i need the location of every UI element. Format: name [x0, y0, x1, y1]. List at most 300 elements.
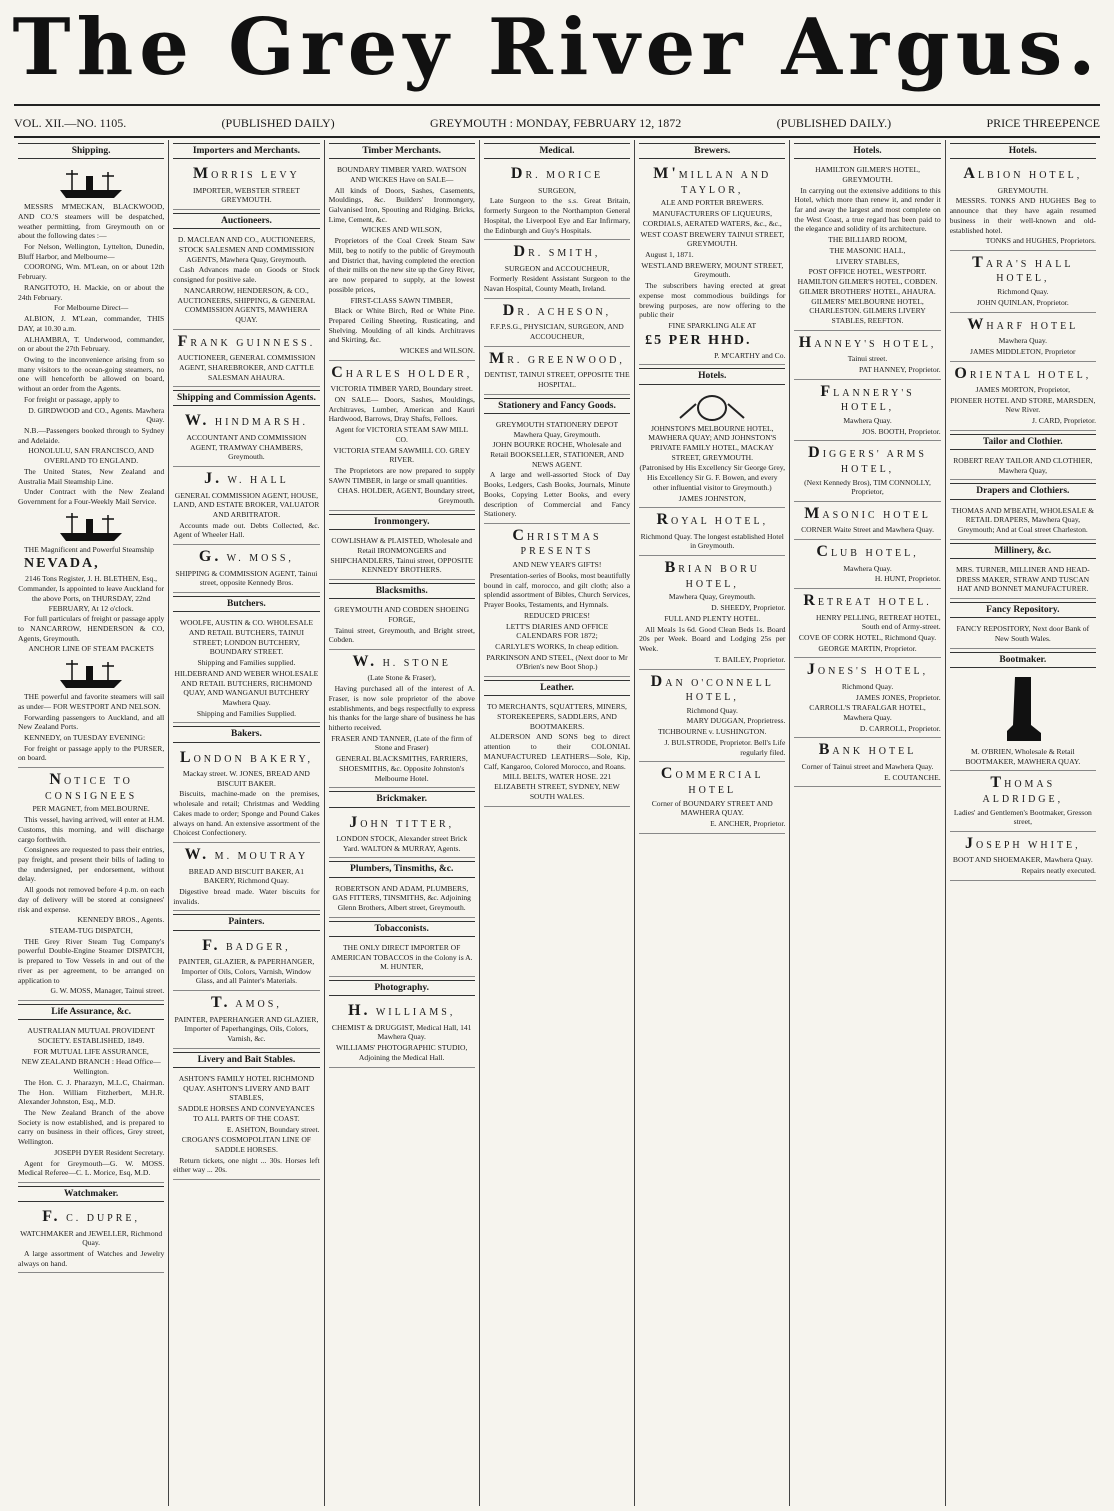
ad-text: Tainui street, Greymouth, and Bright street, Cobden. [328, 625, 475, 645]
column-1 [14, 140, 169, 1506]
ad-text: Richmond Quay. [997, 287, 1049, 297]
advertisement [950, 503, 1096, 540]
ad-text: A large and well-assorted Stock of Day Books, Ledgers, Cash Books, Journals, Minute Books, Copying Letter Books, and every description of Commercial and Fancy Stationery. [483, 470, 631, 519]
ad-text: ON SALE— Doors, Sashes, Mouldings, Architraves, Lumber, American and Kauri Hardwood, Barrows, Dray Shafts, Felloes. [328, 395, 475, 424]
ad-text: Agent for VICTORIA STEAM SAW MILL CO. [335, 425, 469, 444]
ad-text: (Patronised by His Excellency Sir George Grey, His Excellency Sir G. F. Bowen, and every other influential visitor to Greymouth.) [639, 463, 786, 492]
ad-text: Ladies' and Gentlemen's Bootmaker, Gresson street, [953, 807, 1092, 827]
advertisement [173, 330, 319, 388]
ad-text: The New Zealand Branch of the above Society is now established, and is prepared to carry on business in their offices, Grey street, Wellington. [18, 1107, 165, 1147]
ad-text: GENERAL COMMISSION AGENT, HOUSE, LAND, AND ESTATE BROKER, VALUATOR AND ARBITRATOR. [173, 490, 320, 519]
advertiser-name: FRANK GUINNESS. [177, 332, 316, 350]
ad-text: Consignees are requested to pass their entries, pay freight, and present their bills of lading to the undersigned, per endorsement, without delay. [18, 845, 165, 884]
ad-text: THE BILLIARD ROOM, [828, 235, 907, 245]
ad-text: BREAD AND BISCUIT BAKER, A1 BAKERY, Richmond Quay. [188, 866, 305, 886]
ad-text: Forwarding passengers to Auckland, and all New Zealand Ports. [18, 712, 165, 732]
advertisement [950, 621, 1096, 648]
ad-text: ROBERT REAY TAILOR AND CLOTHIER, Mawhera Quay, [953, 456, 1093, 475]
section-heading: Medical. [484, 143, 630, 159]
advertisement [173, 467, 319, 545]
masthead-rule [14, 104, 1100, 106]
ad-text: JOHN QUINLAN, Proprietor. [976, 297, 1069, 307]
advertisement [794, 502, 940, 540]
ad-text: (Next Kennedy Bros), TIM CONNOLLY, Proprietor, [804, 477, 931, 497]
ad-text: JOHNSTON'S MELBOURNE HOTEL, MAWHERA QUAY; AND JOHNSTON'S PRIVATE FAMILY HOTEL, MACKAY STREET, GREYMOUTH. [648, 423, 777, 462]
signature-line: CHAS. HOLDER, AGENT, Boundary street, Greymouth. [337, 486, 475, 506]
ad-text: BOUNDARY TIMBER YARD. WATSON AND WICKES Have on SALE— [336, 165, 467, 184]
advertisement [484, 299, 630, 347]
section-heading: Hotels. [950, 143, 1096, 159]
advertisement [173, 409, 319, 467]
advertisement [794, 380, 940, 442]
ad-text: For freight or passage apply to the PURSER, on board. [18, 743, 165, 763]
signature-line: D. GIRDWOOD and CO., Agents. Mawhera Quay. [28, 405, 165, 425]
advertiser-name: W. H. STONE [352, 652, 451, 670]
section-heading: Tobacconists. [329, 921, 475, 937]
advertisement [794, 658, 940, 738]
ad-text: WICKES AND WILSON, [361, 225, 442, 235]
advertisement [329, 811, 475, 859]
advertiser-name: ORIENTAL HOTEL, [954, 364, 1092, 382]
ad-text: WESTLAND BREWERY, MOUNT STREET, Greymouth. [641, 260, 784, 280]
ad-text: Corner of BOUNDARY STREET AND MAWHERA QUAY. [651, 798, 773, 818]
section-heading: Photography. [329, 980, 475, 996]
royal-crest-illustration [672, 392, 752, 422]
advertisement [794, 331, 940, 380]
ad-text: CROGAN'S COSMOPOLITAN LINE OF SADDLE HORSES. [181, 1135, 312, 1154]
steamship-illustration [56, 166, 126, 200]
ad-text: THE Grey River Steam Tug Company's powerful Double-Engine Steamer DISPATCH, is prepared to Tow Vessels in and out of the river as per agreement, to be arranged on application to [18, 936, 165, 985]
section-heading: Importers and Merchants. [173, 143, 319, 159]
advertisement [484, 417, 630, 524]
ad-text: FRASER AND TANNER, (Late of the firm of Stone and Fraser) [331, 733, 473, 753]
ad-text: MILL BELTS, WATER HOSE. 221 ELIZABETH STREET, SYDNEY, NEW SOUTH WALES. [494, 772, 620, 801]
advertisement [329, 361, 475, 511]
ad-text: GREYMOUTH. [997, 185, 1049, 195]
advertiser-name: CHARLES HOLDER, [331, 363, 473, 381]
section-heading: Millinery, &c. [950, 543, 1096, 559]
ad-text: FINE SPARKLING ALE AT [668, 321, 757, 331]
ad-text: SURGEON and ACCOUCHEUR, [504, 263, 610, 273]
ad-text: PIONEER HOTEL AND STORE, MARSDEN, New River. [950, 395, 1096, 415]
section-heading: Blacksmiths. [329, 583, 475, 599]
ad-text: (Late Stone & Fraser), [367, 673, 436, 683]
advertiser-name: W. HINDMARSH. [184, 412, 308, 430]
steamship-illustration [56, 656, 126, 690]
ad-text: STEAM-TUG DISPATCH, [49, 926, 133, 936]
ad-text: BOOT AND SHOEMAKER, Mawhera Quay. [952, 855, 1093, 865]
ad-text: Tainui street. [847, 354, 888, 364]
signature-line: E. ASHTON, Boundary street. [226, 1124, 320, 1134]
advertiser-name: JOHN TITTER, [349, 813, 455, 831]
section-heading: Painters. [173, 914, 319, 930]
signature-line: G. W. MOSS, Manager, Tainui street. [50, 986, 165, 996]
ad-text: GEORGE MARTIN, Proprietor. [818, 643, 917, 653]
ad-text: The Hon. C. J. Pharazyn, M.L.C, Chairman. The Hon. William Fitzherbert, M.H.R. Alexander Johnston, Esq., M.D. [18, 1077, 165, 1107]
ad-text: ROBERTSON AND ADAM, PLUMBERS, GAS FITTERS, TINSMITHS, &c. Adjoining Glenn Brothers, Albert street, Greymouth. [332, 883, 471, 912]
column-6 [790, 140, 945, 1506]
columns [14, 140, 1100, 1506]
ad-text: All Meals 1s 6d. Good Clean Beds 1s. Board 20s per Week. Board and Lodging 25s per Week. [639, 624, 786, 654]
ad-text: Richmond Quay. The longest established Hotel in Greymouth. [640, 531, 784, 551]
advertiser-name: F. C. DUPRE, [42, 1208, 141, 1226]
advertisement [173, 934, 319, 992]
advertiser-name: CHRISTMAS PRESENTS [512, 527, 602, 558]
signature-line: WICKES and WILSON. [399, 346, 475, 356]
advertiser-name: T. AMOS, [211, 994, 282, 1012]
ad-text: HAMILTON GILMER'S HOTEL, GREYMOUTH. [815, 165, 921, 184]
ad-text: Agent for Greymouth—G. W. MOSS. Medical Referee—C. L. Morice, Esq, M.D. [18, 1158, 165, 1178]
ad-text: JAMES JOHNSTON, [678, 493, 746, 503]
ad-text: N.B.—Passengers booked through to Sydney and Adelaide. [18, 425, 165, 445]
section-heading: Leather. [484, 680, 630, 696]
ad-text: Shipping and Families supplied. [197, 658, 296, 668]
display-line: £5 PER HHD. [645, 332, 752, 348]
section-heading: Hotels. [794, 143, 940, 159]
advertisement [950, 562, 1096, 599]
advertisement [18, 768, 164, 1001]
ad-text: Richmond Quay. [686, 705, 738, 715]
advertisement [484, 347, 630, 395]
ad-text: CARLYLE'S WORKS, In cheap edition. [495, 642, 619, 652]
ad-text: JAMES MORTON, Proprietor, [975, 385, 1071, 395]
signature-line: E. COUTANCHE. [884, 772, 941, 782]
ad-text: PER MAGNET, from MELBOURNE. [32, 804, 150, 814]
section-heading: Plumbers, Tinsmiths, &c. [329, 861, 475, 877]
ad-text: JOHN BOURKE ROCHE, Wholesale and Retail BOOKSELLER, STATIONER, AND NEWS AGENT. [490, 440, 624, 469]
advertiser-name: FLANNERY'S HOTEL, [820, 382, 915, 414]
section-heading: Watchmaker. [18, 1186, 164, 1202]
column-7 [946, 140, 1100, 1506]
advertiser-name: M'MILLAN AND TAYLOR, [653, 165, 772, 196]
section-heading: Shipping. [18, 143, 164, 159]
section-heading: Ironmongery. [329, 514, 475, 530]
section-heading: Brickmaker. [329, 791, 475, 807]
advertisement [639, 388, 785, 509]
section-heading: Auctioneers. [173, 213, 319, 229]
ad-text: Mawhera Quay. [843, 563, 892, 573]
ad-text: The subscribers having erected at great expense most commodious buildings for brewing purposes, are now offering to the public their [639, 281, 786, 320]
advertiser-name: MASONIC HOTEL [804, 504, 931, 522]
ad-text: SHIPPING & COMMISSION AGENT, Tainui street, opposite Kennedy Bros. [175, 568, 318, 588]
section-heading: Drapers and Clothiers. [950, 483, 1096, 499]
ad-text: ALE AND PORTER BREWERS. [660, 198, 764, 208]
ad-text: IMPORTER, WEBSTER STREET GREYMOUTH. [193, 185, 300, 205]
ad-text: CORNER Waite Street and Mawhera Quay. [801, 525, 934, 535]
section-heading: Tailor and Clothier. [950, 434, 1096, 450]
ad-text: August 1, 1871. [645, 250, 694, 260]
column-2 [169, 140, 324, 1506]
dateline-rule [14, 136, 1100, 138]
boot-illustration [1003, 675, 1043, 745]
advertisement [639, 508, 785, 556]
ad-text: Cash Advances made on Goods or Stock consigned for positive sale. [173, 265, 320, 285]
ad-text: Shipping and Families Supplied. [196, 708, 296, 718]
ad-text: POST OFFICE HOTEL, WESTPORT. HAMILTON GILMER'S HOTEL, COBDEN. GILMER BROTHERS' HOTEL, AHAURA. GILMERS' MELBOURNE HOTEL, CHARLESTON. GILMERS LIVERY STABLES, REEFTON. [797, 267, 938, 325]
ad-text: THE powerful and favorite steamers will sail as under— FOR WESTPORT AND NELSON. [18, 692, 165, 711]
advertiser-name: F. BADGER, [202, 936, 291, 954]
ad-text: For freight or passage, apply to [24, 394, 119, 404]
section-heading: Timber Merchants. [329, 143, 475, 159]
ad-text: THE ONLY DIRECT IMPORTER OF AMERICAN TOBACCOS in the Colony is A. M. HUNTER, [330, 942, 473, 972]
signature-line: D. SHEEDY, Proprietor. [711, 603, 786, 613]
ad-text: RANGITOTO, H. Mackie, on or about the 24th February. [18, 282, 165, 302]
ad-text: MESSRS. TONKS AND HUGHES Beg to announce that they have again resumed business in their well-known and old-established hotel. [949, 196, 1096, 235]
advertisement [639, 762, 785, 833]
ad-text: ALBION, J. M'Lean, commander, THIS DAY, at 10.30 a.m. [18, 314, 165, 333]
advertisement [329, 602, 475, 650]
ad-text: Owing to the inconvenience arising from so many visitors to the ocean-going steamers, no one will henceforth be allowed on board, without an order from the Agents. [18, 354, 165, 394]
advertisement [484, 699, 630, 806]
advertisement [639, 556, 785, 669]
ad-text: REDUCED PRICES! [523, 610, 590, 620]
advertiser-name: ALBION HOTEL, [963, 165, 1083, 183]
ad-text: Black or White Birch, Red or White Pine. Prepared Ceiling Sheeting, Rusticating, and Shelving. Moulding of all kinds. Architraves and Skirting, &c. [328, 306, 475, 345]
advertisement [950, 832, 1096, 881]
ad-text: GREYMOUTH AND COBDEN SHOEING FORGE, [334, 605, 470, 624]
column-5 [635, 140, 790, 1506]
signature-line: J. CARD, Proprietor. [1032, 416, 1096, 426]
advertisement [173, 615, 319, 723]
ad-text: Late Surgeon to the s.s. Great Britain, formerly Surgeon to the Northampton General Hospital, the Liverpool Eye and Ear Infirmary, the Edinburgh and Guy's Hospitals. [483, 196, 631, 235]
advertisement [329, 533, 475, 580]
ad-text: WOOLFE, AUSTIN & CO. WHOLESALE AND RETAIL BUTCHERS, TAINUI STREET; LONDON BUTCHERY, BOUNDARY STREET. [179, 618, 313, 657]
advertiser-name: DR. MORICE [510, 165, 604, 183]
ad-text: For full particulars of freight or passage apply to NANCARROW, HENDERSON & CO, Agents, Greymouth. [18, 614, 165, 643]
column-4 [480, 140, 635, 1506]
advertiser-name: LONDON BAKERY, [179, 748, 313, 766]
ad-text: COORONG, Wm. M'Lean, on or about 12th February. [18, 262, 165, 282]
steamship-illustration [56, 509, 126, 543]
signature-line: JOSEPH DYER Resident Secretary. [54, 1147, 165, 1157]
ad-text: F.F.P.S.G., PHYSICIAN, SURGEON, AND ACCOUCHEUR, [490, 322, 624, 342]
masthead-title: The Grey River Argus. [12, 2, 1102, 93]
section-heading: Livery and Bait Stables. [173, 1052, 319, 1068]
ad-text: This vessel, having arrived, will enter at H.M. Customs, this morning, and will discharge cargo forthwith. [18, 815, 165, 844]
advertiser-name: BANK HOTEL [818, 741, 917, 759]
signature-line: P. M'CARTHY and Co. [714, 350, 786, 360]
signature-line: Repairs neatly executed. [1021, 866, 1096, 876]
section-heading: Bakers. [173, 726, 319, 742]
ad-text: ASHTON'S FAMILY HOTEL RICHMOND QUAY. ASHTON'S LIVERY AND BAIT STABLES, [178, 1073, 315, 1103]
advertiser-name: HANNEY'S HOTEL, [798, 333, 937, 351]
advertiser-name: H. WILLIAMS, [348, 1002, 456, 1020]
display-line: NEVADA, [24, 556, 100, 572]
ad-text: Digestive bread made. Water biscuits for invalids. [173, 886, 320, 906]
advertiser-name: JONES'S HOTEL, [806, 661, 929, 679]
signature-line: PAT HANNEY, Proprietor. [858, 364, 941, 374]
volume-number: VOL. XII.—NO. 1105. [14, 115, 127, 130]
advertiser-name: RETREAT HOTEL. [803, 592, 932, 610]
section-heading: Fancy Repository. [950, 602, 1096, 618]
ad-text: All kinds of Doors, Sashes, Casements, Mouldings, &c. Builders' Ironmongery, Galvanised Iron, Spouting and Ridging. Bricks, Lime, Cement, &c. [328, 185, 475, 224]
ad-text: Mackay street. W. JONES, BREAD AND BISCUIT BAKER. [182, 769, 310, 788]
ad-text: SURGEON, [538, 185, 576, 195]
section-heading: Butchers. [173, 596, 319, 612]
ad-text: DENTIST, TAINUI STREET, OPPOSITE THE HOSPITAL. [484, 370, 630, 389]
signature-line: J. BULSTRODE, Proprietor. Bell's Life regularly filed. [664, 737, 786, 757]
advertisement [950, 671, 1096, 771]
signature-line: JOS. BOOTH, Proprietor. [862, 426, 941, 436]
advertisement [950, 453, 1096, 480]
advertisement [484, 240, 630, 299]
ad-text: PAINTER, PAPERHANGER AND GLAZIER, Importer of Paperhangings, Oils, Colors, Varnish, &c. [174, 1014, 319, 1044]
advertisement [329, 162, 475, 361]
advertisement [173, 843, 319, 911]
ad-text: VICTORIA TIMBER YARD, Boundary street. [330, 384, 473, 394]
ad-text: MESSRS M'MECKAN, BLACKWOOD, AND CO.'S steamers will be despatched, weather permitting, from Greymouth on or about the following dates :— [18, 202, 165, 241]
ad-text: ANCHOR LINE OF STEAM PACKETS [28, 644, 154, 654]
advertisement [794, 441, 940, 502]
advertisement [950, 362, 1096, 431]
ad-text: PARKINSON AND STEEL, (Next door to Mr O'Brien's new Boot Shop.) [486, 652, 628, 672]
signature-line: D. CARROLL, Proprietor. [859, 723, 941, 733]
ad-text: VICTORIA STEAM SAWMILL CO. GREY RIVER. [333, 445, 471, 465]
ad-text: THE MASONIC HALL, [829, 245, 906, 255]
section-heading: Life Assurance, &c. [18, 1004, 164, 1020]
ad-text: Biscuits, machine-made on the premises, wholesale and retail; Christmas and Wedding Cakes made to order; Sponge and Pound Cakes always on hand. An extensive assortment of the Choicest Confectionery. [173, 789, 320, 838]
place-and-date: GREYMOUTH : MONDAY, FEBRUARY 12, 1872 [430, 115, 682, 130]
advertisement [329, 940, 475, 977]
published-daily-left: (PUBLISHED DAILY) [221, 115, 335, 130]
ad-text: Under Contract with the New Zealand Government for a Four-Weekly Mail Service. [18, 487, 165, 506]
signature-line: H. HUNT, Proprietor. [874, 574, 941, 584]
ad-text: Mawhera Quay. [843, 415, 892, 425]
ad-text: Corner of Tainui street and Mawhera Quay. [801, 761, 934, 771]
ad-text: HONOLULU, SAN FRANCISCO, AND OVERLAND TO ENGLAND. [28, 446, 154, 466]
advertisement [18, 1205, 164, 1273]
advertiser-name: CLUB HOTEL, [816, 543, 919, 561]
advertiser-name: J. W. HALL [204, 470, 289, 488]
ad-text: Accounts made out. Debts Collected, &c. Agent of Wheeler Hall. [173, 520, 320, 540]
ad-text: For Melbourne Direct— [54, 303, 129, 313]
advertisement [18, 1023, 164, 1183]
ad-text: Mawhera Quay, Greymouth. [668, 592, 756, 602]
advertisement [794, 738, 940, 787]
ad-text: LIVERY STABLES, [835, 256, 900, 266]
ad-text: Formerly Resident Assistant Surgeon to the Navan Hospital, County Meath, Ireland. [483, 274, 631, 294]
advertiser-name: MR. GREENWOOD, [489, 349, 625, 367]
advertiser-name: DIGGERS' ARMS HOTEL, [808, 444, 927, 475]
advertisement [794, 540, 940, 589]
ad-text: LONDON STOCK, Alexander street Brick Yard. WALTON & MURRAY, Agents. [336, 833, 468, 853]
ad-text: MANUFACTURERS OF LIQUEURS, CORDIALS, AERATED WATERS, &c., &c., [642, 209, 782, 228]
advertisement [484, 524, 630, 677]
ad-text: In carrying out the extensive additions to this Hotel, which more than renew it, and render it far and away the largest and most complete on the West Coast, a true regard has been paid to the elegance and solidity of its architecture. [794, 185, 941, 234]
advertiser-name: NOTICE TO CONSIGNEES [45, 771, 138, 802]
advertiser-name: TARA'S HALL HOTEL, [972, 253, 1074, 285]
signature-line: E. ANCHER, Proprietor. [710, 819, 786, 829]
advertisement [794, 589, 940, 658]
ad-text: Presentation-series of Books, most beautifully bound in calf, morocco, and gilt cloth; also a splendid assortment of Bibles, Church Services, Prayer Books, Testaments, and Hymnals. [483, 570, 631, 610]
advertiser-name: DR. ACHESON, [502, 301, 612, 319]
signature-line: TONKS and HUGHES, Proprietors. [985, 236, 1096, 246]
column-3 [325, 140, 480, 1506]
advertisement [329, 650, 475, 788]
section-heading: Brewers. [639, 143, 785, 159]
ad-text: The Proprietors are now prepared to supply SAWN TIMBER, in large or small quantities. [328, 466, 475, 485]
ad-text: ALHAMBRA, T. Underwood, commander, on or about the 27th February. [18, 334, 165, 354]
section-heading: Hotels. [639, 368, 785, 384]
advertiser-name: COMMERCIAL HOTEL [660, 765, 764, 796]
advertisement [329, 881, 475, 918]
ad-text: Proprietors of the Coal Creek Steam Saw Mill, beg to notify to the public of Greymouth and District that, having completed the erection of their mills on the new site up the Grey River, are now prepared to supply, at the lowest possible prices, [328, 236, 475, 294]
advertisement [173, 746, 319, 844]
advertisement [950, 162, 1096, 251]
advertiser-name: JOSEPH WHITE, [964, 835, 1081, 852]
advertisement [639, 162, 785, 365]
ad-text: CHEMIST & DRUGGIST, Medical Hall, 141 Mawhera Quay. [331, 1022, 472, 1042]
ad-text: Mawhera Quay. [998, 336, 1048, 346]
ad-text: MRS. TURNER, MILLINER AND HEAD-DRESS MAKER, STRAW AND TUSCAN HAT AND BONNET MANUFACTURER. [956, 564, 1090, 594]
ad-text: 2146 Tons Register, J. H. BLETHEN, Esq., Commander, Is appointed to leave Auckland for the above Ports, on THURSDAY, 22nd FEBRUARY, At 12 o'clock. [18, 574, 165, 613]
ad-text: ALDERSON AND SONS beg to direct attention to their COLONIAL MANUFACTURED LEATHERS—Sole, Kip, Calf, Kangaroo, Colored Morocco, and Roans. [483, 732, 631, 771]
ad-text: COVE OF CORK HOTEL, Richmond Quay. [798, 632, 937, 642]
dateline [14, 114, 1100, 132]
advertisement [173, 545, 319, 593]
ad-text: WILLIAMS' PHOTOGRAPHIC STUDIO, Adjoining the Medical Hall. [336, 1043, 468, 1062]
advertiser-name: WHARF HOTEL [967, 315, 1079, 333]
ad-text: AUSTRALIAN MUTUAL PROVIDENT SOCIETY. ESTABLISHED, 1849. [27, 1026, 155, 1045]
signature-line: JAMES JONES, Proprietor. [855, 692, 941, 702]
ad-text: PAINTER, GLAZIER, & PAPERHANGER, Importer of Oils, Colors, Varnish, Window Glass, and all Painter's Materials. [178, 957, 315, 986]
section-heading: Shipping and Commission Agents. [173, 390, 319, 406]
ad-text: D. MACLEAN AND CO., AUCTIONEERS, STOCK SALESMEN AND COMMISSION AGENTS, Mawhera Quay, Greymouth. [177, 235, 315, 264]
advertiser-name: DR. SMITH, [513, 243, 601, 261]
signature-line: MARY DUGGAN, Proprietress. [686, 716, 786, 726]
advertisement [329, 999, 475, 1067]
ad-text: M. O'BRIEN, Wholesale & Retail BOOTMAKER, MAWHERA QUAY. [965, 746, 1081, 766]
advertiser-name: BRIAN BORU HOTEL, [664, 559, 760, 590]
advertisement [173, 1071, 319, 1180]
ad-text: FULL AND PLENTY HOTEL. [664, 613, 761, 623]
advertisement [484, 162, 630, 240]
ad-text: TO MERCHANTS, SQUATTERS, MINERS, STOREKEEPERS, SADDLERS, AND BOOTMAKERS. [487, 702, 627, 731]
ad-text: KENNEDY, on TUESDAY EVENING: [24, 732, 146, 742]
advertisement [950, 251, 1096, 313]
ad-text: FANCY REPOSITORY, Next door Bank of New South Wales. [956, 624, 1090, 643]
advertiser-name: DAN O'CONNELL HOTEL, [650, 672, 774, 703]
section-heading: Stationery and Fancy Goods. [484, 398, 630, 414]
advertisement [950, 771, 1096, 832]
advertisement [173, 232, 319, 329]
ad-text: NEW ZEALAND BRANCH : Head Office—Wellington. [21, 1057, 161, 1077]
ad-text: For Nelson, Wellington, Lyttelton, Dunedin, Bluff Harbor, and Melbourne— [18, 242, 165, 261]
signature-line: HENRY PELLING, RETREAT HOTEL, South end of Army-street. [816, 612, 941, 632]
advertiser-name: W. M. MOUTRAY [184, 846, 309, 864]
ad-text: Return tickets, one night ... 30s. Horses left either way ... 20s. [173, 1155, 320, 1175]
ad-text: LETT'S DIARIES AND OFFICE CALENDARS FOR 1872; [505, 621, 608, 641]
ad-text: FOR MUTUAL LIFE ASSURANCE, [33, 1046, 149, 1056]
ad-text: COWLISHAW & PLAISTED, Wholesale and Retail IRONMONGERS and SHIPCHANDLERS, Tainui street, OPPOSITE KENNEDY BROTHERS. [330, 536, 473, 575]
ad-text: HILDEBRAND AND WEBER WHOLESALE AND RETAIL BUTCHERS, RICHMOND QUAY, AND WANGANUI BUTCHERY Mawhera Quay. [174, 668, 319, 707]
ad-text: GREYMOUTH STATIONERY DEPOT Mawhera Quay, Greymouth. [495, 419, 619, 439]
advertisement [639, 670, 785, 763]
ad-text: WEST COAST BREWERY TAINUI STREET, GREYMOUTH. [640, 229, 785, 249]
ad-text: ACCOUNTANT AND COMMISSION AGENT, TRAMWAY CHAMBERS, Greymouth. [186, 432, 307, 462]
ad-text: The United States, New Zealand and Australia Mail Steamship Line. [18, 466, 165, 486]
price: PRICE THREEPENCE [986, 115, 1100, 130]
published-daily-right: (PUBLISHED DAILY.) [776, 115, 892, 130]
ad-text: TICHBOURNE v. LUSHINGTON. [657, 727, 767, 737]
signature-line: T. BAILEY, Proprietor. [714, 654, 786, 664]
ad-text: THOMAS AND M'BEATH, WHOLESALE & RETAIL DRAPERS, Mawhera Quay, Greymouth; And at Coal street Charleston. [951, 505, 1094, 535]
ad-text: THE Magnificent and Powerful Steamship [24, 544, 154, 554]
ad-text: AND NEW YEAR'S GIFTS! [512, 560, 602, 570]
advertisement [173, 162, 319, 210]
advertiser-name: ROYAL HOTEL, [656, 511, 769, 529]
ad-text: NANCARROW, HENDERSON, & CO., AUCTIONEERS, SHIPPING, & GENERAL COMMISSION AGENTS, MAWHERA QUAY. [177, 285, 316, 324]
